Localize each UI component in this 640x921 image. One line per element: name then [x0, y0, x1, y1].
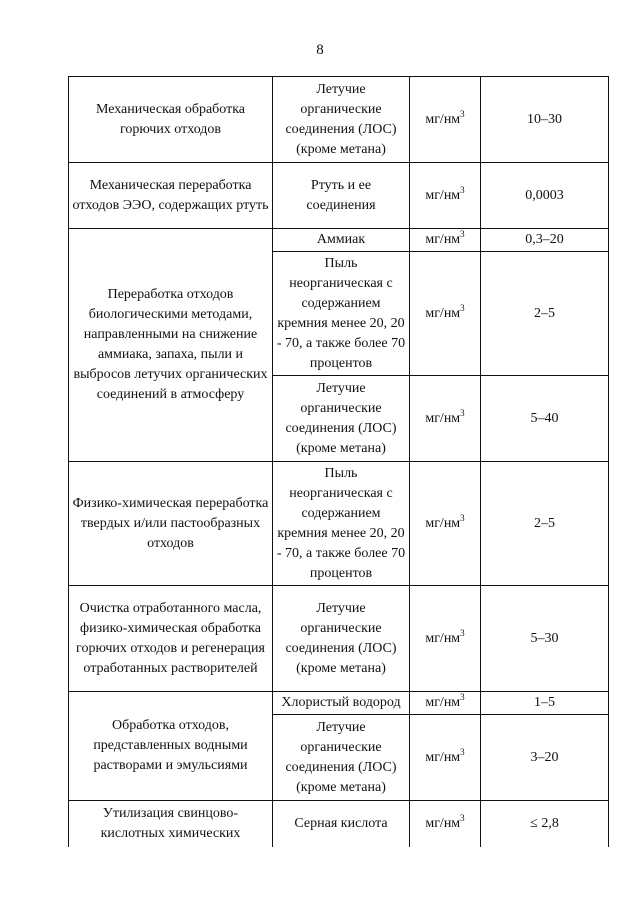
unit-exponent: 3 — [460, 692, 465, 702]
table-row — [69, 586, 609, 692]
unit-cell — [410, 586, 481, 692]
value-cell: 5–40 — [481, 376, 609, 462]
substance-cell: Ртуть и ее соединения — [273, 163, 410, 229]
unit-cell — [410, 77, 481, 163]
unit-exponent: 3 — [460, 184, 465, 195]
substance-cell: Пыль неорганическая с содержанием кремния менее 20, 20 - 70, а также более 70 процентов — [273, 462, 410, 586]
substance-cell: Летучие органические соединения (ЛОС) (кроме метана) — [273, 376, 410, 462]
value-cell: 2–5 — [481, 252, 609, 376]
unit-text: мг/нм — [425, 630, 461, 646]
value-cell: ≤ 2,8 — [481, 801, 609, 847]
process-cell: Утилизация свинцово-кислотных химических — [69, 801, 273, 847]
process-cell: Очистка отработанного масла, физико-химическая обработка горючих отходов и регенерация отработанных растворителей — [69, 586, 273, 692]
table-row — [69, 801, 609, 847]
process-cell: Механическая переработка отходов ЭЭО, содержащих ртуть — [69, 163, 273, 229]
unit-text: мг/нм — [425, 111, 461, 127]
table-row — [69, 229, 609, 252]
value-cell: 5–30 — [481, 586, 609, 692]
unit-text: мг/нм — [425, 232, 461, 247]
unit-exponent: 3 — [460, 108, 465, 119]
process-cell: Физико-химическая переработка твердых и/или пастообразных отходов — [69, 462, 273, 586]
substance-cell: Летучие органические соединения (ЛОС) (кроме метана) — [273, 586, 410, 692]
unit-exponent: 3 — [460, 627, 465, 638]
process-cell: Механическая обработка горючих отходов — [69, 77, 273, 163]
value-cell: 3–20 — [481, 715, 609, 801]
value-cell: 10–30 — [481, 77, 609, 163]
process-cell: Обработка отходов, представленных водными растворами и эмульсиями — [69, 692, 273, 801]
substance-cell: Аммиак — [273, 229, 410, 252]
table-row — [69, 462, 609, 586]
unit-exponent: 3 — [460, 812, 465, 823]
value-cell: 0,0003 — [481, 163, 609, 229]
unit-cell — [410, 376, 481, 462]
unit-cell — [410, 801, 481, 847]
value-cell: 2–5 — [481, 462, 609, 586]
unit-text: мг/нм — [425, 515, 461, 531]
unit-text: мг/нм — [425, 749, 461, 765]
unit-cell — [410, 252, 481, 376]
unit-cell — [410, 163, 481, 229]
substance-cell: Серная кислота — [273, 801, 410, 847]
value-cell: 0,3–20 — [481, 229, 609, 252]
unit-exponent: 3 — [460, 302, 465, 313]
substance-cell: Пыль неорганическая с содержанием кремния менее 20, 20 - 70, а также более 70 процентов — [273, 252, 410, 376]
unit-cell — [410, 692, 481, 715]
process-cell: Переработка отходов биологическими методами, направленными на снижение аммиака, запаха, пыли и выбросов летучих органических соединений в атмосферу — [69, 229, 273, 462]
unit-cell — [410, 462, 481, 586]
unit-text: мг/нм — [425, 410, 461, 426]
unit-exponent: 3 — [460, 512, 465, 523]
unit-text: мг/нм — [425, 695, 461, 710]
substance-cell: Летучие органические соединения (ЛОС) (кроме метана) — [273, 715, 410, 801]
substance-cell: Летучие органические соединения (ЛОС) (кроме метана) — [273, 77, 410, 163]
table-row — [69, 692, 609, 715]
unit-exponent: 3 — [460, 407, 465, 418]
unit-exponent: 3 — [460, 746, 465, 757]
table-row — [69, 163, 609, 229]
unit-cell — [410, 229, 481, 252]
unit-cell — [410, 715, 481, 801]
substance-cell: Хлористый водород — [273, 692, 410, 715]
unit-text: мг/нм — [425, 187, 461, 203]
unit-text: мг/нм — [425, 815, 461, 831]
value-cell: 1–5 — [481, 692, 609, 715]
emission-standards-table — [68, 76, 609, 847]
unit-exponent: 3 — [460, 229, 465, 239]
page-number: 8 — [316, 42, 324, 58]
table-row — [69, 77, 609, 163]
unit-text: мг/нм — [425, 305, 461, 321]
